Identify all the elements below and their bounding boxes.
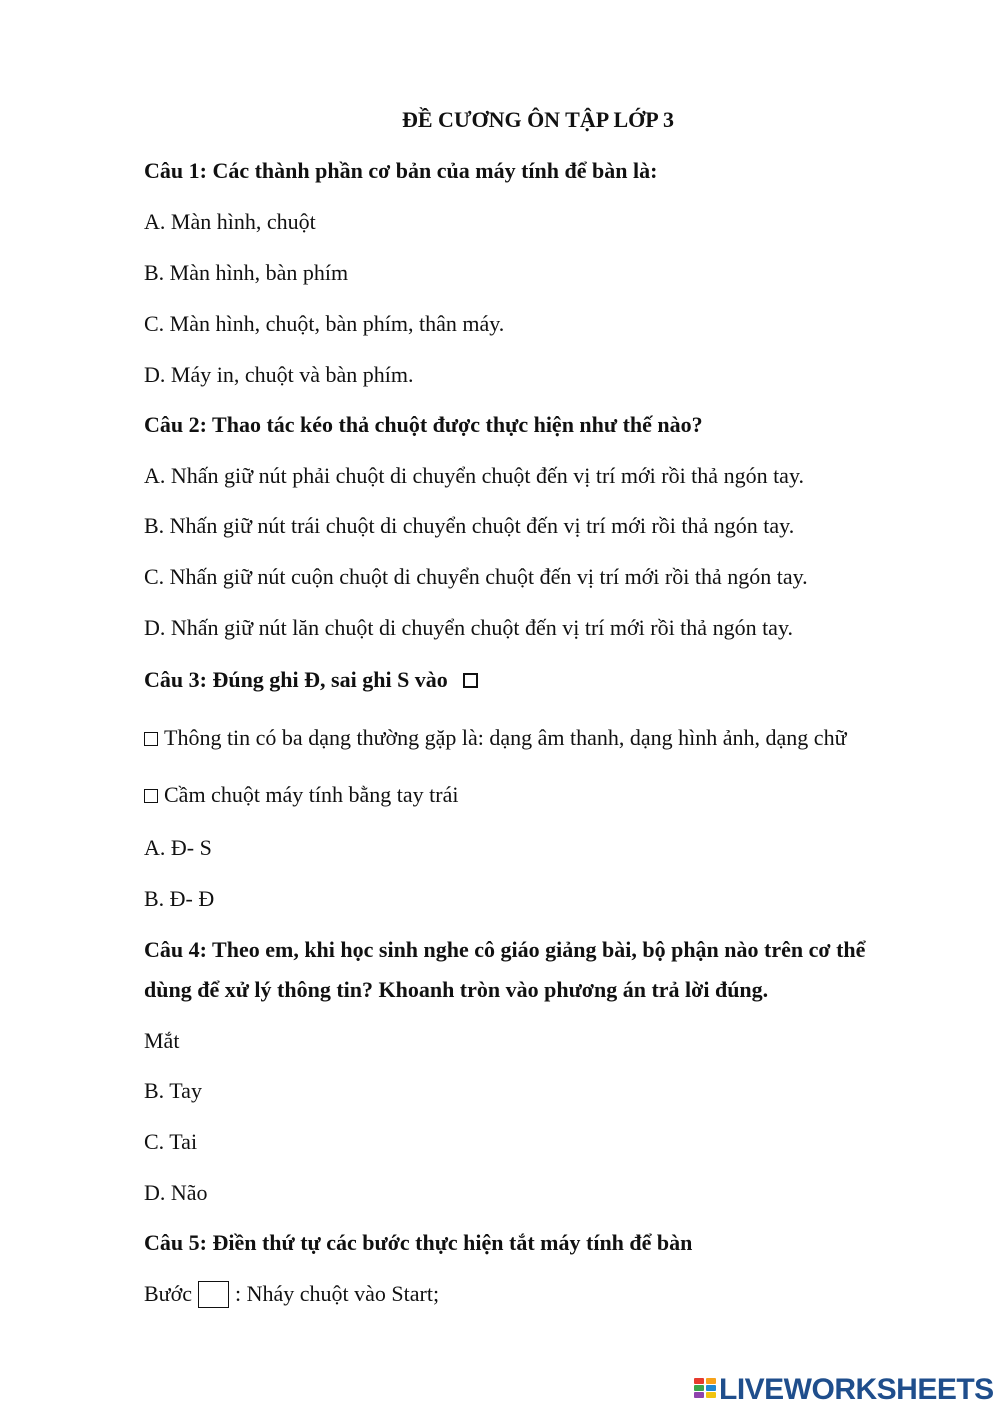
page-title: ĐỀ CƯƠNG ÔN TẬP LỚP 3: [402, 107, 674, 132]
q5-step-1-input[interactable]: [198, 1281, 229, 1308]
q5-step-label: Bước: [144, 1281, 192, 1306]
question-4-line-1: Câu 4: Theo em, khi học sinh nghe cô giáo giảng bài, bộ phận nào trên cơ thể: [144, 937, 866, 962]
question-3-text: Câu 3: Đúng ghi Đ, sai ghi S vào: [144, 667, 448, 692]
q4-option-d[interactable]: D. Não: [144, 1180, 208, 1205]
question-1: Câu 1: Các thành phần cơ bản của máy tính để bàn là:: [144, 158, 658, 183]
logo-tile: [706, 1378, 716, 1384]
q3-statement-1-text: Thông tin có ba dạng thường gặp là: dạng âm thanh, dạng hình ảnh, dạng chữ: [164, 725, 847, 750]
q2-option-d[interactable]: D. Nhấn giữ nút lăn chuột di chuyển chuột đến vị trí mới rồi thả ngón tay.: [144, 615, 794, 640]
q3-statement-2: [144, 781, 459, 809]
q4-option-a[interactable]: Mắt: [144, 1028, 180, 1053]
q4-option-c[interactable]: C. Tai: [144, 1129, 198, 1154]
q5-step-1: [144, 1280, 439, 1308]
logo-tile: [694, 1392, 704, 1398]
logo-tile: [694, 1378, 704, 1384]
q2-option-c[interactable]: C. Nhấn giữ nút cuộn chuột di chuyển chuột đến vị trí mới rồi thả ngón tay.: [144, 564, 808, 589]
q1-option-d[interactable]: D. Máy in, chuột và bàn phím.: [144, 362, 414, 387]
question-3: [144, 666, 478, 694]
liveworksheets-logo: [694, 1374, 994, 1406]
logo-tile: [706, 1392, 716, 1398]
q5-step-1-text: : Nháy chuột vào Start;: [235, 1281, 440, 1306]
question-2: Câu 2: Thao tác kéo thả chuột được thực hiện như thế nào?: [144, 412, 703, 437]
logo-tile: [694, 1385, 704, 1391]
q2-option-a[interactable]: A. Nhấn giữ nút phải chuột di chuyển chuột đến vị trí mới rồi thả ngón tay.: [144, 463, 805, 488]
q4-option-b[interactable]: B. Tay: [144, 1078, 202, 1103]
q3-statement-1-checkbox[interactable]: [144, 732, 158, 746]
liveworksheets-logo-text: LIVEWORKSHEETS: [719, 1373, 994, 1406]
q1-option-a[interactable]: A. Màn hình, chuột: [144, 209, 316, 234]
logo-tile: [706, 1385, 716, 1391]
q1-option-c[interactable]: C. Màn hình, chuột, bàn phím, thân máy.: [144, 311, 505, 336]
q3-option-b[interactable]: B. Đ- Đ: [144, 886, 215, 911]
liveworksheets-logo-icon: [694, 1378, 716, 1402]
question-4-line-2: dùng để xử lý thông tin? Khoanh tròn vào phương án trả lời đúng.: [144, 977, 769, 1002]
q1-option-b[interactable]: B. Màn hình, bàn phím: [144, 260, 349, 285]
q3-statement-2-checkbox[interactable]: [144, 789, 158, 803]
checkbox-icon: [463, 673, 478, 688]
q3-statement-1: [144, 724, 847, 752]
question-5: Câu 5: Điền thứ tự các bước thực hiện tắt máy tính để bàn: [144, 1230, 693, 1255]
q2-option-b[interactable]: B. Nhấn giữ nút trái chuột di chuyển chuột đến vị trí mới rồi thả ngón tay.: [144, 513, 795, 538]
q3-option-a[interactable]: A. Đ- S: [144, 835, 212, 860]
q3-statement-2-text: Cầm chuột máy tính bằng tay trái: [164, 782, 459, 807]
